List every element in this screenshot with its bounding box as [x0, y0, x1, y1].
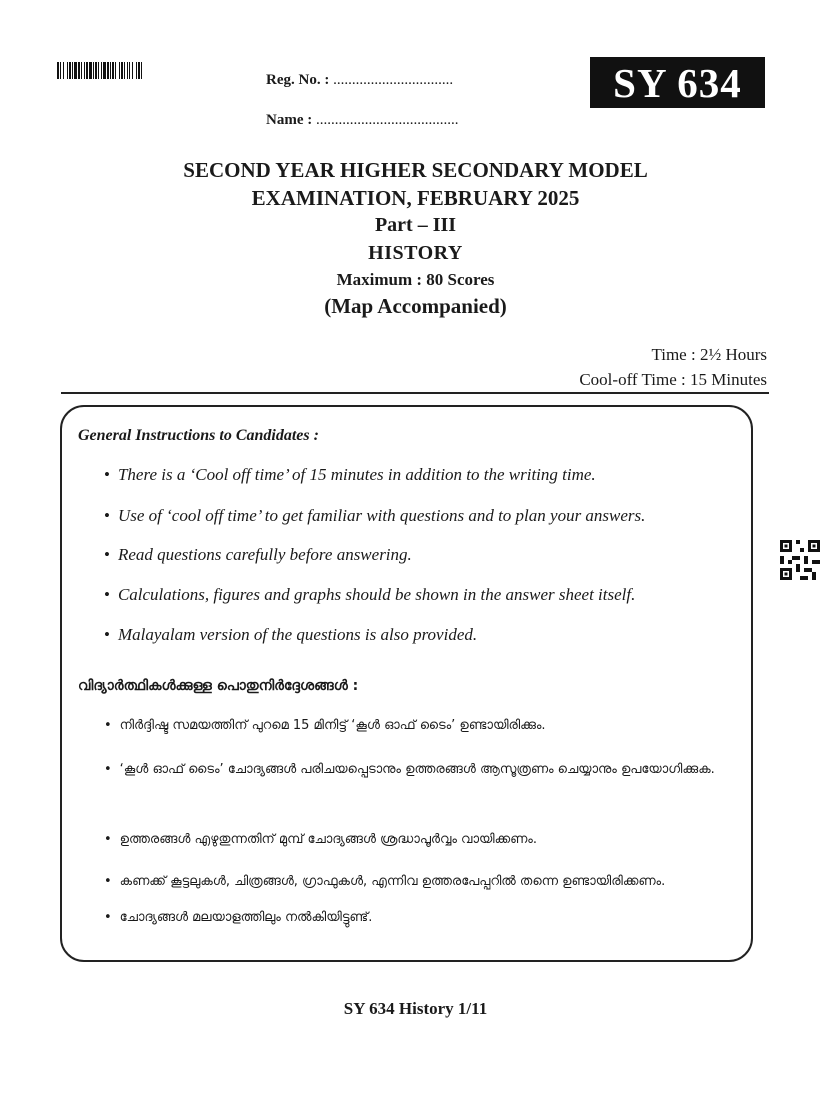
exam-title-line2: EXAMINATION, FEBRUARY 2025: [251, 186, 580, 210]
instruction-item: • Use of ‘cool off time’ to get familiar with questions and to plan your answers.: [104, 506, 646, 525]
time-block: [579, 342, 767, 392]
malayalam-instruction-item: • നിർദ്ദിഷ്ട സമയത്തിന് പുറമെ 15 മിനിട്ട് ‘കൂൾ ഓഫ് ടൈം’ ഉണ്ടായിരിക്കും.: [104, 718, 546, 733]
time-duration: Time : 2½ Hours: [651, 345, 767, 364]
reg-no-blank: ................................: [333, 72, 454, 88]
instruction-item: • Calculations, figures and graphs should be shown in the answer sheet itself.: [104, 585, 636, 604]
reg-no-field: [266, 72, 453, 89]
page-footer: SY 634 History 1/11: [343, 999, 488, 1018]
paper-code-badge: SY 634: [590, 57, 765, 108]
exam-title-line1: SECOND YEAR HIGHER SECONDARY MODEL: [183, 158, 648, 182]
qr-code-icon: [780, 540, 820, 580]
instruction-item: • There is a ‘Cool off time’ of 15 minutes in addition to the writing time.: [104, 465, 596, 484]
max-scores: Maximum : 80 Scores: [336, 270, 495, 289]
map-note: (Map Accompanied): [324, 294, 507, 318]
name-blank: ......................................: [315, 112, 459, 128]
cool-off-time: Cool-off Time : 15 Minutes: [579, 370, 767, 389]
instruction-item: • Read questions carefully before answering.: [104, 545, 412, 564]
name-field: [266, 112, 458, 129]
exam-subject: HISTORY: [368, 242, 463, 264]
instructions-heading: General Instructions to Candidates :: [78, 427, 319, 444]
exam-part: Part – III: [374, 214, 457, 236]
reg-no-label: Reg. No. :: [266, 72, 330, 88]
name-label: Name :: [266, 112, 313, 128]
malayalam-instruction-item: • കണക്ക് കൂട്ടലുകൾ, ചിത്രങ്ങൾ, ഗ്രാഫുകൾ, എന്നിവ ഉത്തരപേപ്പറിൽ തന്നെ ഉണ്ടായിരിക്കണം.: [104, 874, 666, 889]
malayalam-instructions-heading: വിദ്യാർത്ഥികൾക്കുള്ള പൊതുനിർദ്ദേശങ്ങൾ :: [78, 678, 359, 694]
malayalam-instruction-item: • ‘കൂൾ ഓഫ് ടൈം’ ചോദ്യങ്ങൾ പരിചയപ്പെടാനും ഉത്തരങ്ങൾ ആസൂത്രണം ചെയ്യാനും ഉപയോഗിക്കുക.: [104, 762, 715, 777]
malayalam-instruction-item: • ഉത്തരങ്ങൾ എഴുതുന്നതിന് മുമ്പ് ചോദ്യങ്ങൾ ശ്രദ്ധാപൂർവ്വം വായിക്കണം.: [104, 832, 537, 847]
instruction-item: • Malayalam version of the questions is also provided.: [104, 625, 478, 644]
malayalam-instruction-item: • ചോദ്യങ്ങൾ മലയാളത്തിലും നൽകിയിട്ടുണ്ട്.: [104, 910, 373, 925]
divider: [61, 392, 769, 394]
barcode: [57, 62, 173, 79]
